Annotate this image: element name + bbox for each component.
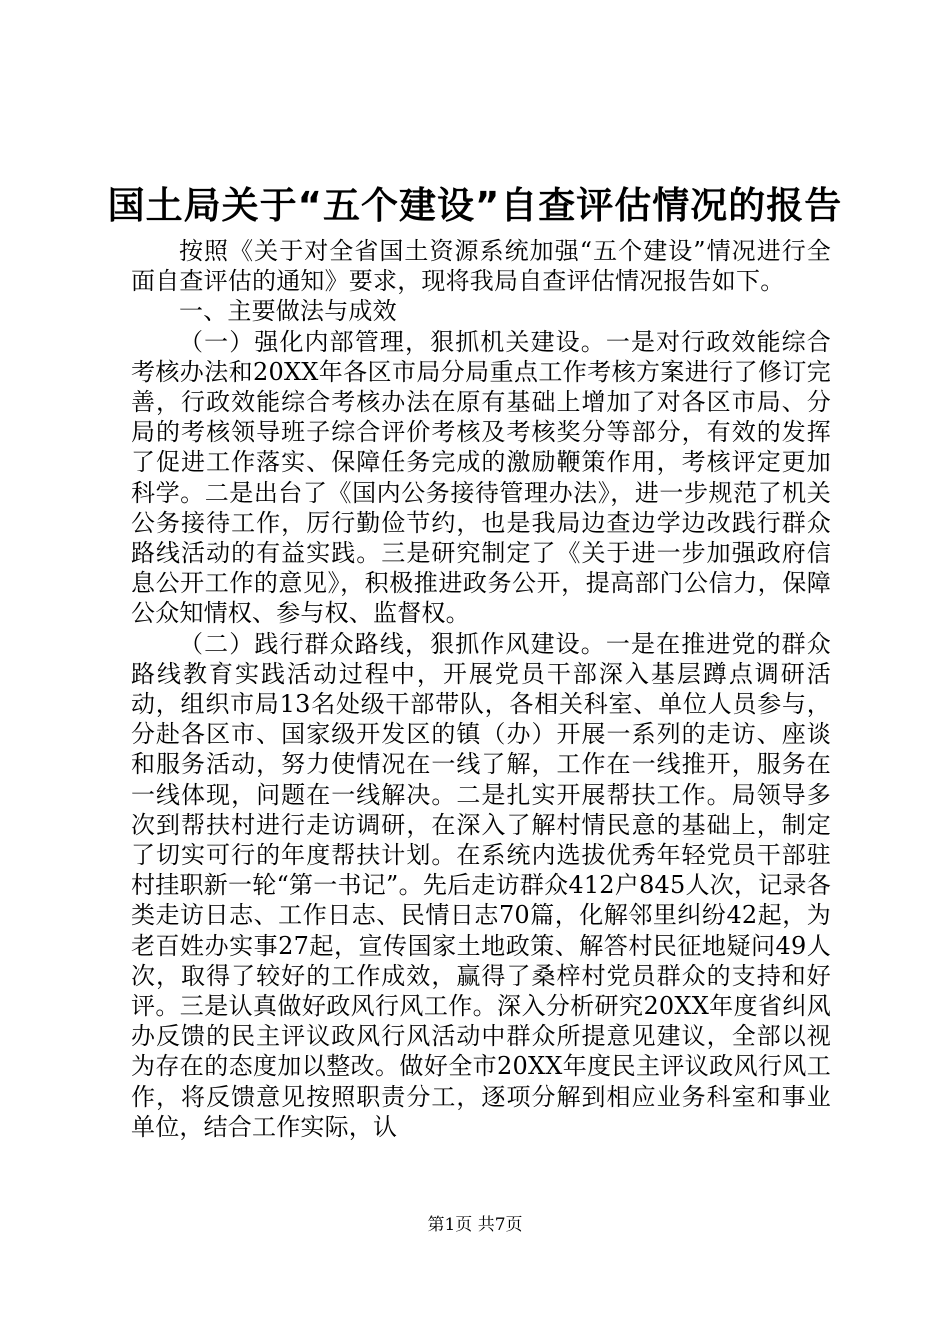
- document-body: [131, 236, 831, 1142]
- page-footer: 第1页 共7页: [427, 1215, 523, 1235]
- section-heading: 一、主要做法与成效: [179, 297, 397, 326]
- paragraph-mass-line: （二）践行群众路线，狠抓作风建设。一是在推进党的群众路线教育实践活动过程中，开展党员干部深入基层蹲点调研活动，组织市局13名处级干部带队，各相关科室、单位人员参与，分赴各区市、国家级开发区的镇（办）开展一系列的走访、座谈和服务活动，努力使情况在一线了解，工作在一线推开，服务在一线体现，问题在一线解决。二是扎实开展帮扶工作。局领导多次到帮扶村进行走访调研，在深入了解村情民意的基础上，制定了切实可行的年度帮扶计划。在系统内选拔优秀年轻党员干部驻村挂职新一轮“第一书记”。先后走访群众412户845人次，记录各类走访日志、工作日志、民情日志70篇，化解邻里纠纷42起，为老百姓办实事27起，宣传国家土地政策、解答村民征地疑问49人次，取得了较好的工作成效，赢得了桑梓村党员群众的支持和好评。三是认真做好政风行风工作。深入分析研究20XX年度省纠风办反馈的民主评议政风行风活动中群众所提意见建议，全部以视为存在的态度加以整改。做好全市20XX年度民主评议政风行风工作，将反馈意见按照职责分工，逐项分解到相应业务科室和事业单位，结合工作实际，认: [131, 629, 831, 1141]
- paragraph-internal-management: （一）强化内部管理，狠抓机关建设。一是对行政效能综合考核办法和20XX年各区市局分局重点工作考核方案进行了修订完善，行政效能综合考核办法在原有基础上增加了对各区市局、分局的考核领导班子综合评价考核及考核奖分等部分，有效的发挥了促进工作落实、保障任务完成的激励鞭策作用，考核评定更加科学。二是出台了《国内公务接待管理办法》，进一步规范了机关公务接待工作，厉行勤俭节约，也是我局边查边学边改践行群众路线活动的有益实践。三是研究制定了《关于进一步加强政府信息公开工作的意见》，积极推进政务公开，提高部门公信力，保障公众知情权、参与权、监督权。: [131, 327, 831, 628]
- document-title: 国土局关于“五个建设”自查评估情况的报告: [107, 184, 843, 227]
- intro-paragraph: 按照《关于对全省国土资源系统加强“五个建设”情况进行全面自查评估的通知》要求，现将我局自查评估情况报告如下。: [131, 237, 831, 296]
